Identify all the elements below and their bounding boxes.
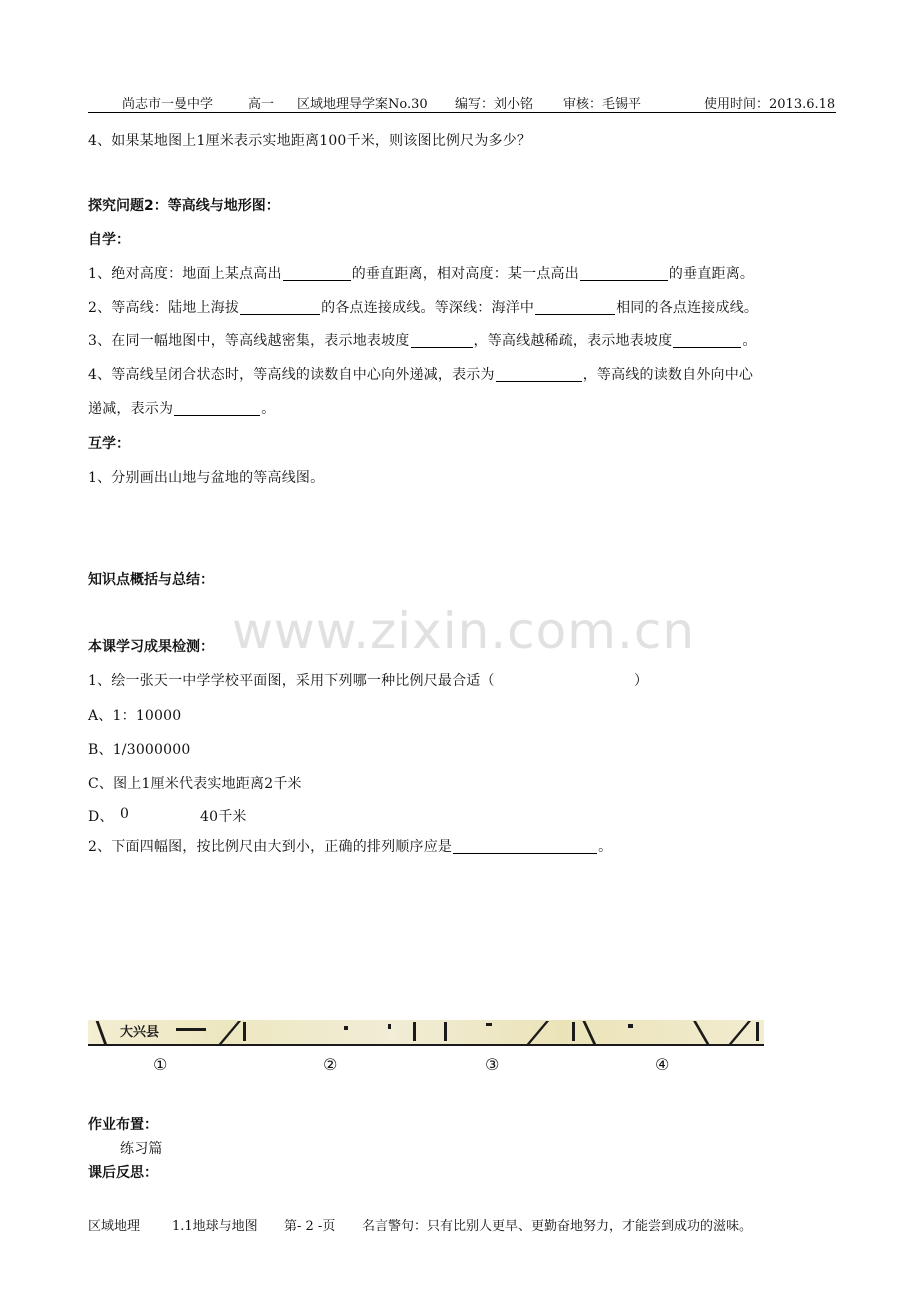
map-mark	[728, 1021, 751, 1045]
test-question-1: 1、绘一张天一中学学校平面图，采用下列哪一种比例尺最合适（	[88, 673, 495, 689]
header-rule	[88, 112, 836, 113]
fill-blank[interactable]	[535, 299, 615, 315]
test-title: 本课学习成果检测：	[88, 639, 214, 655]
map-mark	[243, 1022, 246, 1041]
self-study-label: 自学：	[88, 232, 130, 248]
test-question-2: 2、下面四幅图，按比例尺由大到小，正确的排列顺序应是 。	[88, 839, 613, 855]
section-title: 探究问题2：等高线与地形图：	[88, 198, 280, 214]
fill-blank[interactable]	[496, 366, 582, 382]
footer-chapter: 1.1地球与地图	[172, 1219, 258, 1234]
header-date: 使用时间：2013.6.18	[704, 97, 836, 112]
map-mark	[218, 1021, 241, 1045]
option-b: B、1/3000000	[88, 742, 191, 758]
fill-blank[interactable]	[580, 265, 668, 281]
self-study-line-2: 2、等高线：陆地上海拔 的各点连接成线。等深线：海洋中 相同的各点连接成线。	[88, 300, 759, 316]
map-mark	[582, 1021, 596, 1045]
map-mark	[486, 1023, 492, 1026]
map-label-3: ③	[485, 1055, 500, 1074]
header-author: 编写：刘小铭	[455, 97, 534, 112]
option-d-label: D、	[88, 809, 114, 825]
option-d-zero: 0	[120, 806, 130, 822]
map-label-1: ①	[153, 1055, 168, 1074]
fill-blank[interactable]	[240, 299, 320, 315]
map-mark	[444, 1022, 447, 1041]
map-mark	[628, 1024, 633, 1028]
fill-blank[interactable]	[411, 332, 473, 348]
map-mark	[388, 1024, 391, 1029]
fill-blank[interactable]	[453, 838, 597, 854]
map-mark	[413, 1022, 416, 1041]
self-study-line-3: 3、在同一幅地图中，等高线越密集，表示地表坡度 ，等高线越稀疏，表示地表坡度 。	[88, 333, 757, 349]
map-mark	[572, 1022, 575, 1041]
header-grade: 高一	[248, 97, 275, 112]
mutual-study-label: 互学：	[88, 436, 130, 452]
map-strip-image	[88, 1020, 764, 1046]
option-a: A、1：10000	[88, 708, 182, 724]
self-study-line-4: 4、等高线呈闭合状态时，等高线的读数自中心向外递减，表示为 ，等高线的读数自外向中心	[88, 367, 754, 383]
option-c: C、图上1厘米代表实地距离2千米	[88, 776, 302, 792]
mutual-study-item-1: 1、分别画出山地与盆地的等高线图。	[88, 470, 325, 486]
fill-blank[interactable]	[673, 332, 741, 348]
map-mark	[693, 1021, 710, 1045]
fill-blank[interactable]	[283, 265, 351, 281]
map-label-4: ④	[655, 1055, 670, 1074]
footer-quote: 名言警句：只有比别人更早、更勤奋地努力，才能尝到成功的滋味。	[362, 1219, 753, 1234]
homework-title: 作业布置：	[88, 1117, 158, 1133]
footer-page: 第- 2 -页	[284, 1219, 336, 1234]
map-mark	[176, 1028, 206, 1031]
header-school: 尚志市一曼中学	[122, 97, 214, 112]
question-4-top: 4、如果某地图上1厘米表示实地距离100千米，则该图比例尺为多少？	[88, 133, 532, 149]
map-mark	[526, 1021, 549, 1045]
header-reviewer: 审核：毛锡平	[563, 97, 642, 112]
map-mark	[96, 1021, 108, 1045]
header-title: 区域地理导学案No.30	[297, 97, 428, 112]
self-study-line-1: 1、绝对高度：地面上某点高出 的垂直距离，相对高度：某一点高出 的垂直距离。	[88, 266, 755, 282]
self-study-line-5: 递减，表示为 。	[88, 401, 276, 417]
reflection-title: 课后反思：	[88, 1165, 158, 1181]
test-question-1-close: ）	[634, 673, 649, 689]
footer-subject: 区域地理	[88, 1219, 141, 1234]
map-strip-place-label: 大兴县	[120, 1025, 160, 1040]
summary-title: 知识点概括与总结：	[88, 572, 214, 588]
map-mark	[344, 1026, 348, 1030]
map-mark	[756, 1022, 759, 1041]
option-d-km: 40千米	[200, 809, 247, 825]
map-label-2: ②	[323, 1055, 338, 1074]
fill-blank[interactable]	[174, 400, 260, 416]
homework-item: 练习篇	[120, 1141, 163, 1157]
watermark: www.zixin.com.cn	[232, 602, 696, 660]
